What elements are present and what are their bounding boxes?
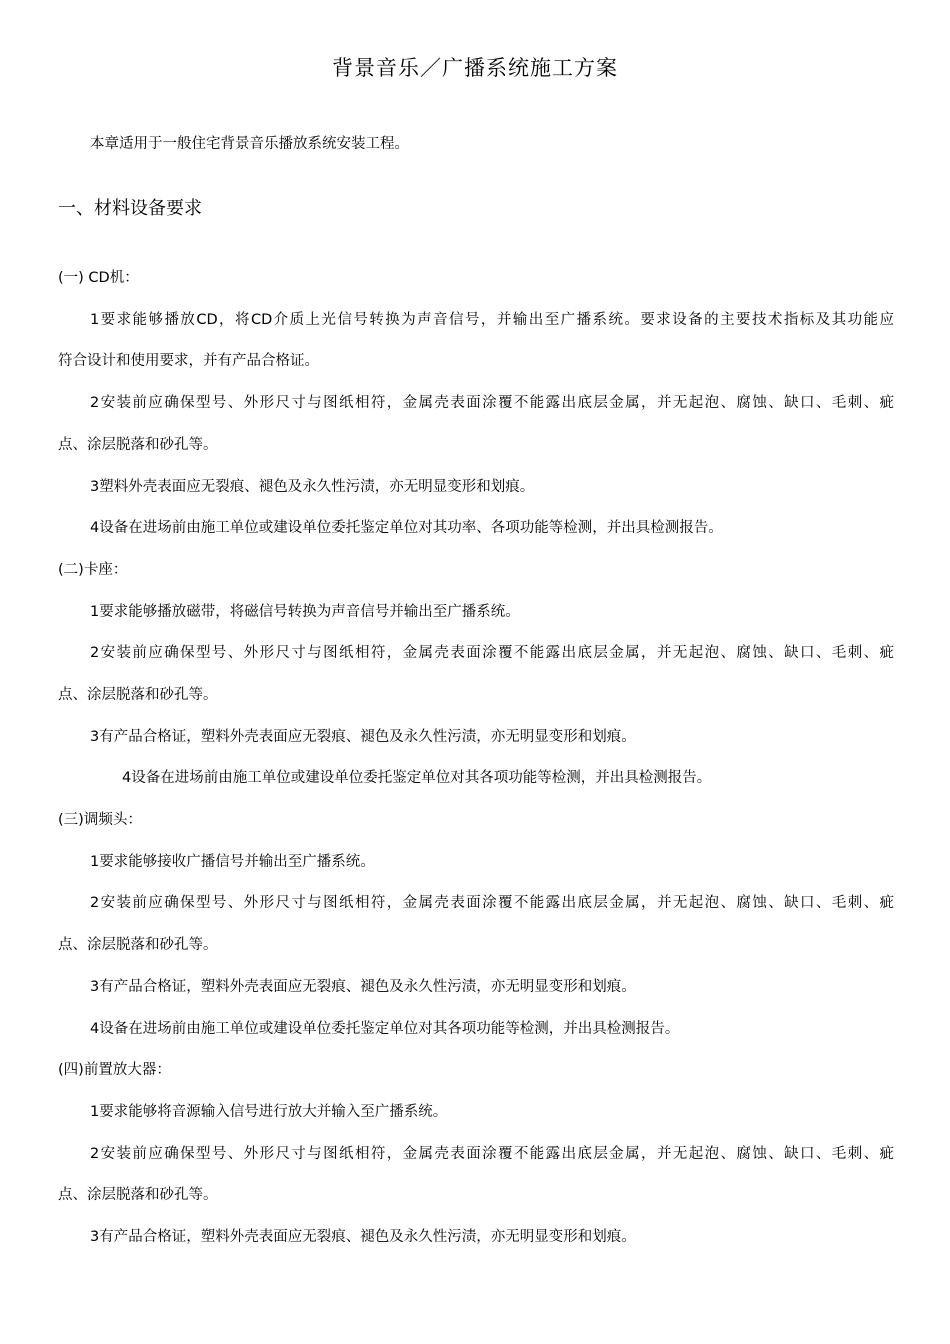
cd-item-4: 4设备在进场前由施工单位或建设单位委托鉴定单位对其功率、各项功能等检测，并出具检测报告。 [90, 520, 723, 536]
preamp-item-2-line-1: 2安装前应确保型号、外形尺寸与图纸相符，金属壳表面涂覆不能露出底层金属，并无起泡、腐蚀、缺口、毛刺、疵 [90, 1146, 894, 1162]
subsection-heading-tuner: (三)调频头： [58, 812, 142, 828]
tuner-item-3: 3有产品合格证，塑料外壳表面应无裂痕、褪色及永久性污渍，亦无明显变形和划痕。 [90, 979, 636, 995]
subsection-heading-cassette: (二)卡座： [58, 562, 128, 578]
document-title: 背景音乐／广播系统施工方案 [332, 56, 618, 80]
cd-item-1-line-1: 1要求能够播放CD，将CD介质上光信号转换为声音信号，并输出至广播系统。要求设备的主要技术指标及其功能应 [90, 312, 894, 328]
preamp-item-3: 3有产品合格证，塑料外壳表面应无裂痕、褪色及永久性污渍，亦无明显变形和划痕。 [90, 1229, 636, 1245]
cassette-item-2-line-1: 2安装前应确保型号、外形尺寸与图纸相符，金属壳表面涂覆不能露出底层金属，并无起泡、腐蚀、缺口、毛刺、疵 [90, 645, 894, 661]
cassette-item-4: 4设备在进场前由施工单位或建设单位委托鉴定单位对其各项功能等检测，并出具检测报告。 [122, 770, 712, 786]
subsection-heading-cd: (一) CD机： [58, 270, 139, 286]
cassette-item-1: 1要求能够播放磁带，将磁信号转换为声音信号并输出至广播系统。 [90, 604, 520, 620]
cd-item-2-line-1: 2安装前应确保型号、外形尺寸与图纸相符，金属壳表面涂覆不能露出底层金属，并无起泡、腐蚀、缺口、毛刺、疵 [90, 395, 894, 411]
tuner-item-1: 1要求能够接收广播信号并输出至广播系统。 [90, 854, 375, 870]
tuner-item-4: 4设备在进场前由施工单位或建设单位委托鉴定单位对其各项功能等检测，并出具检测报告。 [90, 1021, 680, 1037]
tuner-item-2-line-1: 2安装前应确保型号、外形尺寸与图纸相符，金属壳表面涂覆不能露出底层金属，并无起泡、腐蚀、缺口、毛刺、疵 [90, 895, 894, 911]
section-heading-materials: 一、材料设备要求 [58, 198, 202, 219]
cd-item-1-line-2: 符合设计和使用要求，并有产品合格证。 [58, 353, 319, 369]
cd-item-2-line-2: 点、涂层脱落和砂孔等。 [58, 437, 218, 453]
tuner-item-2-line-2: 点、涂层脱落和砂孔等。 [58, 937, 218, 953]
preamp-item-1: 1要求能够将音源输入信号进行放大并输入至广播系统。 [90, 1104, 448, 1120]
preamp-item-2-line-2: 点、涂层脱落和砂孔等。 [58, 1187, 218, 1203]
cassette-item-3: 3有产品合格证，塑料外壳表面应无裂痕、褪色及永久性污渍，亦无明显变形和划痕。 [90, 729, 636, 745]
cd-item-3: 3塑料外壳表面应无裂痕、褪色及永久性污渍，亦无明显变形和划痕。 [90, 479, 535, 495]
subsection-heading-preamp: (四)前置放大器： [58, 1062, 171, 1078]
cassette-item-2-line-2: 点、涂层脱落和砂孔等。 [58, 687, 218, 703]
intro-paragraph: 本章适用于一般住宅背景音乐播放系统安装工程。 [90, 136, 409, 152]
